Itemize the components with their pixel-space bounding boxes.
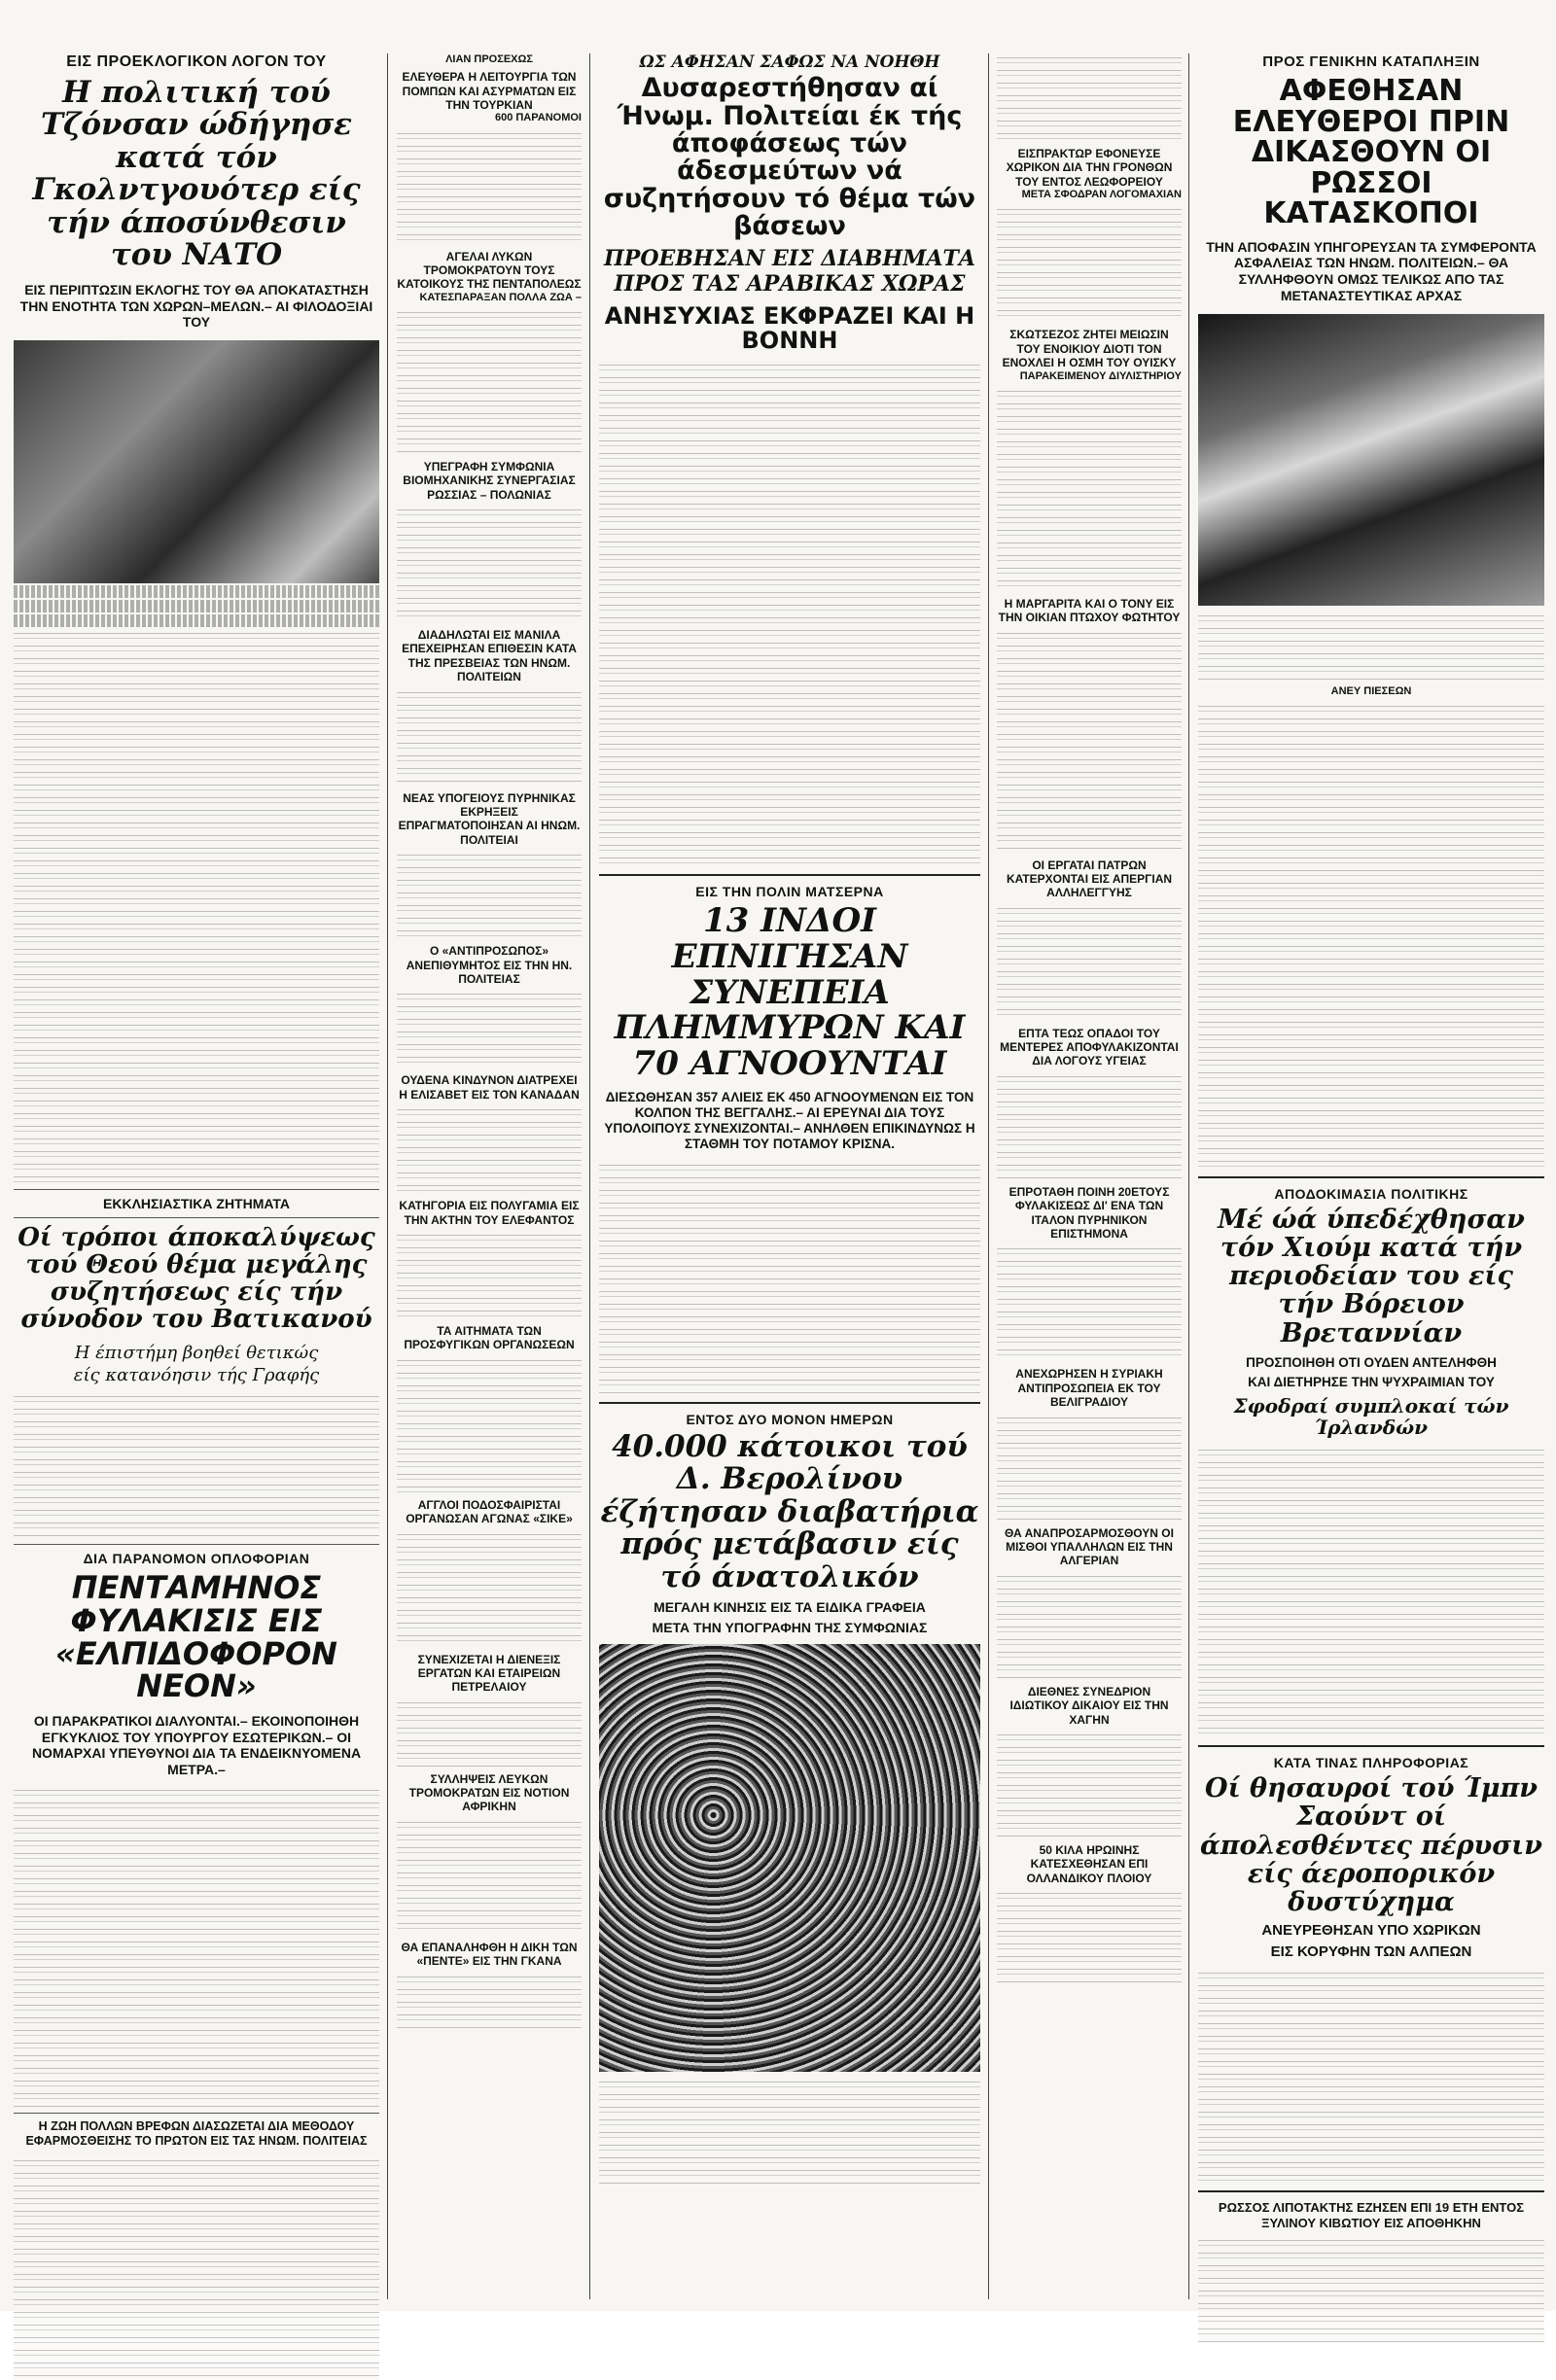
article-text [397,1818,582,1935]
subheadline: ΜΕΤΑ ΣΦΟΔΡΑΝ ΛΟΓΟΜΑΧΙΑΝ [1021,189,1182,201]
article-text [397,1231,582,1318]
headline-spies: ΑΦΕΘΗΣΑΝ ΕΛΕΥΘΕΡΟΙ ΠΡΙΝ ΔΙΚΑΣΘΟΥΝ ΟΙ ΡΩΣΣΟΙ ΚΑΤΑΣΚΟΠΟΙ [1232,74,1510,230]
article-text [14,2156,379,2380]
subheadline-scripture: είς κατανόησιν τής Γραφής [73,1364,320,1385]
kicker: ΛΙΑΝ ΠΡΟΣΕΧΩΣ [445,53,533,65]
article-text [14,629,379,1183]
headline-syrian-delegation: ΑΝΕΧΩΡΗΣΕΝ Η ΣΥΡΙΑΚΗ ΑΝΤΙΠΡΟΣΩΠΕΙΑ ΕΚ ΤΟΥ ΒΕΛΙΓΡΑΔΙΟΥ [1015,1367,1163,1410]
headline-turkey-radio: ΕΛΕΥΘΕΡΑ Η ΛΕΙΤΟΥΡΓΙΑ ΤΩΝ ΠΟΜΠΩΝ ΚΑΙ ΑΣΥΡΜΑΤΩΝ ΕΙΣ ΤΗΝ ΤΟΥΡΚΙΑΝ [402,70,577,112]
subheadline: ΠΡΟΣ ΤΑΣ ΑΡΑΒΙΚΑΣ ΧΩΡΑΣ [614,271,966,298]
subheadline: ΑΝΗΣΥΧΙΑΣ ΕΚΦΡΑΖΕΙ ΚΑΙ Η ΒΟΝΝΗ [604,301,975,355]
headline-bases: Δυσαρεστήθησαν αί Ήνωμ. Πολιτείαι έκ τής άποφάσεως τών άδεσμεύτων νά συζητήσουν τό θέμα τών βάσεων [603,73,976,242]
headline-infants: Η ΖΩΗ ΠΟΛΛΩΝ ΒΡΕΦΩΝ ΔΙΑΣΩΖΕΤΑΙ ΔΙΑ ΜΕΘΟΔΟΥ ΕΦΑΡΜΟΣΘΕΙΣΗΣ ΤΟ ΠΡΩΤΟΝ ΕΙΣ ΤΑΣ ΗΝΩΜ. ΠΟΛΙΤΕΙΑΣ [25,2118,368,2148]
article-text [997,1889,1182,1986]
kicker: ΕΙΣ ΤΗΝ ΠΟΛΙΝ ΜΑΤΣΕΡΝΑ [695,884,884,900]
subheadline-irish: Σφοδραί συμπλοκαί τών Ίρλανδών [1233,1394,1509,1439]
headline-patras-workers: ΟΙ ΕΡΓΑΤΑΙ ΠΑΤΡΩΝ ΚΑΤΕΡΧΟΝΤΑΙ ΕΙΣ ΑΠΕΡΓΙΑΝ ΑΛΛΗΛΕΓΓΥΗΣ [1006,858,1173,900]
article-text [1198,1969,1544,2183]
subheadline: 600 ΠΑΡΑΝΟΜΟΙ [494,112,582,124]
subheadline: ΕΙΣ ΚΟΡΥΦΗΝ ΤΩΝ ΑΛΠΕΩΝ [1270,1943,1472,1960]
headline-antiprosopos: Ο «ΑΝΤΙΠΡΟΣΩΠΟΣ» ΑΝΕΠΙΘΥΜΗΤΟΣ ΕΙΣ ΤΗΝ ΗΝ. ΠΟΛΙΤΕΙΑΣ [406,944,573,986]
headline-whisky: ΣΚΩΤΣΕΖΟΣ ΖΗΤΕΙ ΜΕΙΩΣΙΝ ΤΟΥ ΕΝΟΙΚΙΟΥ ΔΙΟΤΙ ΤΟΝ ΕΝΟΧΛΕΙ Η ΟΣΜΗ ΤΟΥ ΟΥΙΣΚΥ [1002,328,1177,370]
article-text [599,361,980,866]
column-rule [387,53,388,2299]
subheadline: ΠΡΟΣΠΟΙΗΘΗ ΟΤΙ ΟΥΔΕΝ ΑΝΤΕΛΗΦΘΗ [1246,1354,1497,1370]
headline-polygamy: ΚΑΤΗΓΟΡΙΑ ΕΙΣ ΠΟΛΥΓΑΜΙΑ ΕΙΣ ΤΗΝ ΑΚΤΗΝ ΤΟΥ ΕΛΕΦΑΝΤΟΣ [399,1199,580,1227]
article-text [997,904,1182,1021]
headline-ibn-saud: Οί θησαυροί τού Ίμπν Σαούντ οί άπολεσθέντες πέρυσιν είς άεροπορικόν δυστύχημα [1200,1773,1542,1917]
article-text [397,129,582,244]
headline-hague: ΔΙΕΘΝΕΣ ΣΥΝΕΔΡΙΟΝ ΙΔΙΩΤΙΚΟΥ ΔΙΚΑΙΟΥ ΕΙΣ ΤΗΝ ΧΑΓΗΝ [1009,1684,1169,1727]
headline-russia-poland: ΥΠΕΓΡΑΦΗ ΣΥΜΦΩΝΙΑ ΒΙΟΜΗΧΑΝΙΚΗΣ ΣΥΝΕΡΓΑΣΙΑΣ ΡΩΣΣΙΑΣ – ΠΟΛΩΝΙΑΣ [403,459,576,502]
headline-heroin: 50 ΚΙΛΑ ΗΡΩΙΝΗΣ ΚΑΤΕΣΧΕΘΗΣΑΝ ΕΠΙ ΟΛΛΑΝΔΙΚΟΥ ΠΛΟΙΟΥ [1026,1842,1152,1885]
headline-nato: Η πολιτική τού Τζόνσαν ώδήγησε κατά τόν Γκολντγουότερ είς τήν άποσύνθεσιν του ΝΑΤΟ [32,75,361,273]
kicker: ΑΠΟΔΟΚΙΜΑΣΙΑ ΠΟΛΙΤΙΚΗΣ [1274,1185,1468,1202]
article-text [397,1698,582,1767]
column-rule [1188,53,1189,2299]
section-label: ΑΝΕΥ ΠΙΕΣΕΩΝ [1330,684,1412,697]
headline-italian-scientist: ΕΠΡΟΤΑΘΗ ΠΟΙΝΗ 20ΕΤΟΥΣ ΦΥΛΑΚΙΣΕΩΣ ΔΙ' ΕΝΑ ΤΩΝ ΙΤΑΛΟΝ ΠΥΡΗΝΙΚΟΝ ΕΠΙΣΤΗΜΟΝΑ [1008,1184,1170,1242]
kicker: ΔΙΑ ΠΑΡΑΝΟΜΟΝ ΟΠΛΟΦΟΡΙΑΝ [83,1551,310,1567]
kicker: ΩΣ ΑΦΗΣΑΝ ΣΑΦΩΣ ΝΑ ΝΟΗΘΗ [639,52,940,72]
subheadline: ΠΡΟΕΒΗΣΑΝ ΕΙΣ ΔΙΑΒΗΜΑΤΑ [604,246,975,272]
subheadline: ΚΑΤΕΣΠΑΡΑΞΑΝ ΠΟΛΛΑ ΖΩΑ – [419,291,582,303]
article-text [599,2078,980,2185]
headline-elizabeth: ΟΥΔΕΝΑ ΚΙΝΔΥΝΟΝ ΔΙΑΤΡΕΧΕΙ Η ΕΛΙΣΑΒΕΤ ΕΙΣ ΤΟΝ ΚΑΝΑΔΑΝ [399,1073,580,1102]
headline-deserter: ΡΩΣΣΟΣ ΛΙΠΟΤΑΚΤΗΣ ΕΖΗΣΕΝ ΕΠΙ 19 ΕΤΗ ΕΝΤΟΣ ΞΥΛΙΝΟΥ ΚΙΒΩΤΙΟΥ ΕΙΣ ΑΠΟΘΗΚΗΝ [1218,2200,1525,2230]
article-text [997,1572,1182,1679]
column-5 [1198,53,1544,2343]
article-text [997,1244,1182,1361]
article-text [997,1731,1182,1838]
column-rule [988,53,989,2299]
subheadline: ΜΕΓΑΛΗ ΚΙΝΗΣΙΣ ΕΙΣ ΤΑ ΕΙΔΙΚΑ ΓΡΑΦΕΙΑ [654,1598,926,1615]
column-rule [589,53,590,2299]
article-text [599,1161,980,1394]
headline-hume: Μέ ώά ύπεδέχθησαν τόν Χιούμ κατά τήν περιοδείαν του είς τήν Βόρειον Βρεταννίαν [1218,1204,1525,1348]
kicker: ΚΑΤΑ ΤΙΝΑΣ ΠΛΗΡΟΦΟΡΙΑΣ [1273,1755,1469,1771]
headline-ghana: ΘΑ ΕΠΑΝΑΛΗΦΘΗ Η ΔΙΚΗ ΤΩΝ «ΠΕΝΤΕ» ΕΙΣ ΤΗΝ ΓΚΑΝΑ [401,1940,578,1969]
headline-algeria-salaries: ΘΑ ΑΝΑΠΡΟΣΑΡΜΟΣΘΟΥΝ ΟΙ ΜΙΣΘΟΙ ΥΠΑΛΛΗΛΩΝ ΕΙΣ ΤΗΝ ΑΛΓΕΡΙΑΝ [1005,1525,1174,1568]
subheadline-science: Η έπιστήμη βοηθεί θετικώς [74,1342,319,1363]
headline-vatican: Οί τρόποι άποκαλύψεως τού Θεού θέμα μεγάλης συζητήσεως είς τήν σύνοδον του Βατικανού [18,1223,375,1335]
crowd-photo [14,340,379,583]
article-text [397,990,582,1068]
article-text [14,1786,379,2107]
article-text [397,1105,582,1193]
article-text [997,53,1182,141]
headline-menderes: ΕΠΤΑ ΤΕΩΣ ΟΠΑΔΟΙ ΤΟΥ ΜΕΝΤΕΡΕΣ ΑΠΟΦΥΛΑΚΙΖΟΝΤΑΙ ΔΙΑ ΛΟΓΟΥΣ ΥΓΕΙΑΣ [1000,1026,1179,1068]
section-label: ΕΚΚΛΗΣΙΑΣΤΙΚΑ ΖΗΤΗΜΑΤΑ [103,1196,290,1212]
subheadline: ΔΙΕΣΩΘΗΣΑΝ 357 ΑΛΙΕΙΣ ΕΚ 450 ΑΓΝΟΟΥΜΕΝΩΝ ΕΙΣ ΤΟΝ ΚΟΛΠΟΝ ΤΗΣ ΒΕΓΓΑΛΗΣ.– ΑΙ ΕΡΕΥΝΑΙ ΔΙΑ ΤΟΥΣ ΥΠΟΛΟΙΠΟΥΣ ΣΥΝΕΧΙΖΟΝΤΑΙ.– ΑΝΗΛΘΕΝ ΕΠΙΚΙΝΔΥΝΩΣ Η ΣΤΑΘΜΗ ΤΟΥ ΠΟΤΑΜΟΥ ΚΡΙΣΝΑ. [604,1089,975,1152]
headline-footballers: ΑΓΓΛΟΙ ΠΟΔΟΣΦΑΙΡΙΣΤΑΙ ΟΡΓΑΝΩΣΑΝ ΑΓΩΝΑΣ «ΣΙΚΕ» [406,1497,573,1526]
headline-margaret: Η ΜΑΡΓΑΡΙΤΑ ΚΑΙ Ο ΤΟΝΥ ΕΙΣ ΤΗΝ ΟΙΚΙΑΝ ΠΤΩΧΟΥ ΦΩΤΗΤΟΥ [998,596,1181,625]
article-text [997,387,1182,591]
article-text [397,688,582,786]
column-2 [397,53,582,2031]
headline-floods: 13 ΙΝΔΟΙ ΕΠΝΙΓΗΣΑΝ ΣΥΝΕΠΕΙΑ ΠΛΗΜΜΥΡΩΝ ΚΑΙ 70 ΑΓΝΟΟΥΝΤΑΙ [614,901,966,1084]
column-3 [599,53,980,2185]
article-text [397,308,582,454]
headline-oil-workers: ΣΥΝΕΧΙΖΕΤΑΙ Η ΔΙΕΝΕΞΙΣ ΕΡΓΑΤΩΝ ΚΑΙ ΕΤΑΙΡΕΙΩΝ ΠΕΤΡΕΛΑΙΟΥ [417,1652,561,1695]
article-text [397,1530,582,1647]
photo-caption [1198,612,1544,680]
crowd-photo [599,1644,980,2072]
spies-photo [1198,314,1544,606]
subheadline: ΟΙ ΠΑΡΑΚΡΑΤΙΚΟΙ ΔΙΑΛΥΟΝΤΑΙ.– ΕΚΟΙΝΟΠΟΙΗΘΗ ΕΓΚΥΚΛΙΟΣ ΤΟΥ ΥΠΟΥΡΓΟΥ ΕΣΩΤΕΡΙΚΩΝ.– ΟΙ ΝΟΜΑΡΧΑΙ ΥΠΕΥΘΥΝΟΙ ΔΙΑ ΤΑ ΕΝΔΕΙΚΝΥΟΜΕΝΑ ΜΕΤΡΑ.– [31,1712,362,1778]
headline-sentence: ΠΕΝΤΑΜΗΝΟΣ ΦΥΛΑΚΙΣΙΣ ΕΙΣ «ΕΛΠΙΔΟΦΟΡΟΝ ΝΕΟΝ» [55,1569,337,1705]
subheadline: ΕΙΣ ΠΕΡΙΠΤΩΣΙΝ ΕΚΛΟΓΗΣ ΤΟΥ ΘΑ ΑΠΟΚΑΤΑΣΤΗΣΗ ΤΗΝ ΕΝΟΤΗΤΑ ΤΩΝ ΧΩΡΩΝ–ΜΕΛΩΝ.– ΑΙ ΦΙΛΟΔΟΞΙΑΙ ΤΟΥ [19,281,373,331]
kicker: ΠΡΟΣ ΓΕΝΙΚΗΝ ΚΑΤΑΠΛΗΞΙΝ [1262,53,1480,70]
article-text [997,1414,1182,1521]
kicker: ΕΝΤΟΣ ΔΥΟ ΜΟΝΟΝ ΗΜΕΡΩΝ [686,1411,894,1427]
headline-manila: ΔΙΑΔΗΛΩΤΑΙ ΕΙΣ ΜΑΝΙΛΑ ΕΠΕΧΕΙΡΗΣΑΝ ΕΠΙΘΕΣΙΝ ΚΑΤΑ ΤΗΣ ΠΡΕΣΒΕΙΑΣ ΤΩΝ ΗΝΩΜ. ΠΟΛΙΤΕΙΩΝ [402,628,577,684]
kicker: ΕΙΣ ΠΡΟΕΚΛΟΓΙΚΟΝ ΛΟΓΟΝ ΤΟΥ [66,53,327,70]
subheadline: ΜΕΤΑ ΤΗΝ ΥΠΟΓΡΑΦΗΝ ΤΗΣ ΣΥΜΦΩΝΙΑΣ [652,1619,928,1635]
article-text [1198,702,1544,1169]
headline-conductor: ΕΙΣΠΡΑΚΤΩΡ ΕΦΟΝΕΥΣΕ ΧΩΡΙΚΟΝ ΔΙΑ ΤΗΝ ΓΡΟΝΘΩΝ ΤΟΥ ΕΝΤΟΣ ΛΕΩΦΟΡΕΙΟΥ [1006,147,1173,189]
headline-wolves: ΑΓΕΛΑΙ ΛΥΚΩΝ ΤΡΟΜΟΚΡΑΤΟΥΝ ΤΟΥΣ ΚΑΤΟΙΚΟΥΣ ΤΗΣ ΠΕΝΤΑΠΟΛΕΩΣ [397,249,582,292]
article-text [397,851,582,938]
subheadline: ΑΝΕΥΡΕΘΗΣΑΝ ΥΠΟ ΧΩΡΙΚΩΝ [1261,1922,1481,1939]
article-text [997,205,1182,322]
article-text [997,1072,1182,1179]
article-text [14,1392,379,1538]
subheadline: ΠΑΡΑΚΕΙΜΕΝΟΥ ΔΙΥΛΙΣΤΗΡΙΟΥ [1019,369,1182,382]
article-text [997,629,1182,853]
article-text [397,1356,582,1492]
column-1 [14,53,379,2380]
headline-south-africa: ΣΥΛΛΗΨΕΙΣ ΛΕΥΚΩΝ ΤΡΟΜΟΚΡΑΤΩΝ ΕΙΣ ΝΟΤΙΟΝ ΑΦΡΙΚΗΝ [408,1771,570,1814]
article-text [397,506,582,622]
article-text [397,1973,582,2031]
headline-nuclear-tests: ΝΕΑΣ ΥΠΟΓΕΙΟΥΣ ΠΥΡΗΝΙΚΑΣ ΕΚΡΗΞΕΙΣ ΕΠΡΑΓΜΑΤΟΠΟΙΗΣΑΝ ΑΙ ΗΝΩΜ. ΠΟΛΙΤΕΙΑΙ [398,790,581,847]
article-text [1198,2236,1544,2343]
subheadline: ΚΑΙ ΔΙΕΤΗΡΗΣΕ ΤΗΝ ΨΥΧΡΑΙΜΙΑΝ ΤΟΥ [1248,1374,1495,1389]
headline-berlin: 40.000 κάτοικοι τού Δ. Βερολίνου έζήτησαν διαβατήρια πρός μετάβασιν είς τό άνατολικόν [600,1428,979,1594]
subheadline: ΤΗΝ ΑΠΟΦΑΣΙΝ ΥΠΗΓΟΡΕΥΣΑΝ ΤΑ ΣΥΜΦΕΡΟΝΤΑ ΑΣΦΑΛΕΙΑΣ ΤΩΝ ΗΝΩΜ. ΠΟΛΙΤΕΙΩΝ.– ΘΑ ΣΥΛΛΗΦΘΟΥΝ ΟΜΩΣ ΤΕΛΙΚΩΣ ΑΠΟ ΤΑΣ ΜΕΤΑΝΑΣΤΕΥΤΙΚΑΣ ΑΡΧΑΣ [1206,238,1537,303]
headline-refugees: ΤΑ ΑΙΤΗΜΑΤΑ ΤΩΝ ΠΡΟΣΦΥΓΙΚΩΝ ΟΡΓΑΝΩΣΕΩΝ [404,1323,575,1352]
article-text [1198,1446,1544,1737]
column-4 [997,53,1182,1986]
